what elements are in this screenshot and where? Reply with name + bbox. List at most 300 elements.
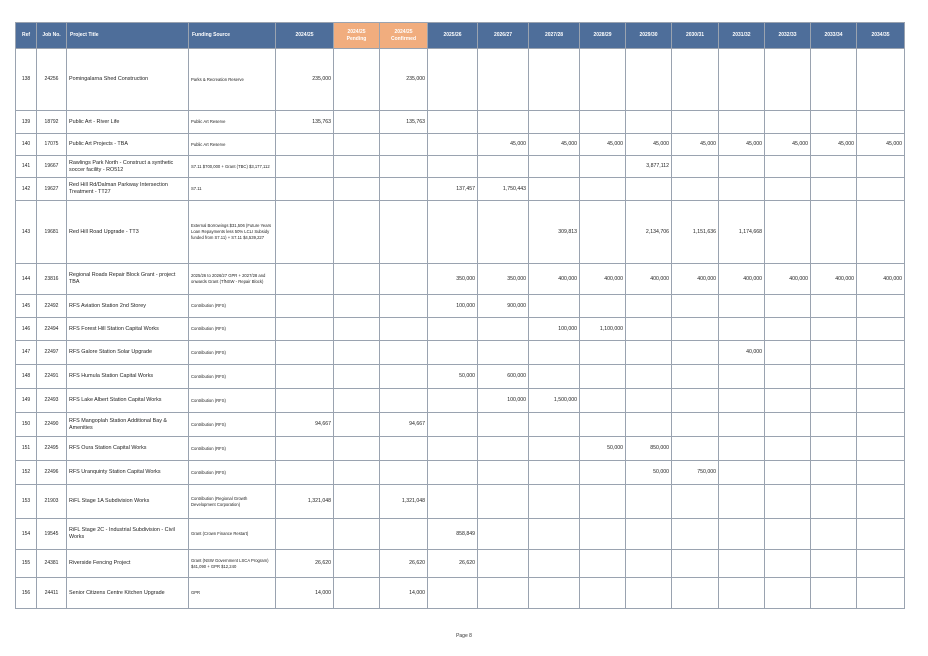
table-row: [16, 341, 905, 365]
cell-funding-source: Contribution (RFS): [189, 461, 276, 485]
cell-amount: [811, 156, 857, 178]
table-row: [16, 318, 905, 341]
table-row: [16, 437, 905, 461]
cell-amount: [626, 49, 672, 111]
cell-amount: [811, 461, 857, 485]
cell-amount: [765, 413, 811, 437]
cell-job-no: 22490: [37, 413, 67, 437]
cell-amount: [428, 389, 478, 413]
cell-amount: [811, 295, 857, 318]
cell-amount: [334, 111, 380, 134]
cell-amount: [334, 318, 380, 341]
cell-amount: [811, 111, 857, 134]
cell-amount: [719, 437, 765, 461]
cell-amount: 309,813: [529, 201, 580, 264]
cell-project-title: RFS Humula Station Capital Works: [67, 365, 189, 389]
cell-project-title: Rawlings Park North - Construct a synthetic soccer facility - RO512: [67, 156, 189, 178]
cell-job-no: 24256: [37, 49, 67, 111]
cell-amount: [580, 111, 626, 134]
cell-job-no: 22497: [37, 341, 67, 365]
cell-amount: [580, 413, 626, 437]
cell-amount: 400,000: [811, 264, 857, 295]
cell-amount: [672, 578, 719, 609]
cell-amount: 1,321,048: [276, 485, 334, 519]
col-header-2033-34: 2033/34: [811, 23, 857, 49]
cell-amount: [428, 111, 478, 134]
cell-funding-source: GPR: [189, 578, 276, 609]
cell-amount: 45,000: [811, 134, 857, 156]
cell-amount: [765, 578, 811, 609]
cell-amount: 1,321,048: [380, 485, 428, 519]
cell-amount: [857, 295, 905, 318]
cell-ref: 152: [16, 461, 37, 485]
table-row: [16, 156, 905, 178]
cell-project-title: Pomingalarna Shed Construction: [67, 49, 189, 111]
cell-amount: [765, 201, 811, 264]
col-header-2026-27: 2026/27: [478, 23, 529, 49]
cell-ref: 147: [16, 341, 37, 365]
cell-amount: [428, 49, 478, 111]
cell-amount: [857, 519, 905, 550]
cell-ref: 148: [16, 365, 37, 389]
cell-ref: 139: [16, 111, 37, 134]
cell-ref: 145: [16, 295, 37, 318]
cell-amount: [428, 318, 478, 341]
cell-amount: [765, 178, 811, 201]
cell-amount: [380, 318, 428, 341]
cell-ref: 156: [16, 578, 37, 609]
cell-amount: 1,100,000: [580, 318, 626, 341]
cell-amount: [428, 156, 478, 178]
cell-funding-source: Contribution (RFS): [189, 341, 276, 365]
cell-amount: 400,000: [719, 264, 765, 295]
cell-amount: 45,000: [529, 134, 580, 156]
table-row: [16, 49, 905, 111]
table-row: [16, 365, 905, 389]
cell-amount: [478, 111, 529, 134]
cell-amount: [719, 156, 765, 178]
cell-amount: [276, 178, 334, 201]
cell-amount: [811, 201, 857, 264]
cell-amount: [380, 519, 428, 550]
cell-amount: [580, 201, 626, 264]
cell-amount: [811, 550, 857, 578]
cell-amount: 45,000: [857, 134, 905, 156]
cell-amount: [857, 201, 905, 264]
cell-ref: 142: [16, 178, 37, 201]
cell-amount: 400,000: [626, 264, 672, 295]
cell-amount: [857, 341, 905, 365]
cell-amount: [765, 318, 811, 341]
cell-amount: [334, 485, 380, 519]
cell-amount: 50,000: [580, 437, 626, 461]
cell-ref: 143: [16, 201, 37, 264]
cell-amount: [380, 389, 428, 413]
cell-amount: [857, 365, 905, 389]
cell-amount: 45,000: [478, 134, 529, 156]
cell-amount: [811, 519, 857, 550]
cell-amount: [529, 550, 580, 578]
cell-funding-source: Public Art Reserve: [189, 134, 276, 156]
cell-amount: [672, 437, 719, 461]
cell-job-no: 19681: [37, 201, 67, 264]
cell-project-title: RFS Oura Station Capital Works: [67, 437, 189, 461]
cell-amount: [857, 49, 905, 111]
col-header-2032-33: 2032/33: [765, 23, 811, 49]
cell-amount: [334, 365, 380, 389]
cell-amount: [580, 461, 626, 485]
cell-funding-source: Contribution (RFS): [189, 365, 276, 389]
cell-amount: 350,000: [478, 264, 529, 295]
cell-amount: [380, 295, 428, 318]
cell-amount: 45,000: [672, 134, 719, 156]
cell-amount: 26,620: [276, 550, 334, 578]
cell-amount: [719, 178, 765, 201]
cell-ref: 153: [16, 485, 37, 519]
cell-ref: 144: [16, 264, 37, 295]
cell-amount: [478, 341, 529, 365]
cell-amount: 750,000: [672, 461, 719, 485]
cell-ref: 141: [16, 156, 37, 178]
cell-amount: [626, 318, 672, 341]
cell-amount: 1,750,443: [478, 178, 529, 201]
cell-job-no: 24381: [37, 550, 67, 578]
cell-amount: [719, 111, 765, 134]
cell-project-title: Regional Roads Repair Block Grant - project TBA: [67, 264, 189, 295]
col-header-2029-30: 2029/30: [626, 23, 672, 49]
cell-amount: [529, 413, 580, 437]
cell-amount: 26,620: [380, 550, 428, 578]
cell-amount: 45,000: [626, 134, 672, 156]
cell-amount: [857, 389, 905, 413]
cell-ref: 140: [16, 134, 37, 156]
cell-amount: [529, 461, 580, 485]
cell-amount: [580, 485, 626, 519]
cell-amount: [811, 485, 857, 519]
cell-amount: [765, 461, 811, 485]
cell-amount: 14,000: [380, 578, 428, 609]
page-number: Page 8: [456, 633, 472, 639]
cell-amount: 400,000: [580, 264, 626, 295]
cell-amount: [719, 389, 765, 413]
cell-amount: [765, 295, 811, 318]
cell-amount: [478, 156, 529, 178]
cell-amount: [857, 178, 905, 201]
cell-amount: [428, 461, 478, 485]
cell-project-title: Riverside Fencing Project: [67, 550, 189, 578]
cell-amount: [529, 178, 580, 201]
table-row: [16, 134, 905, 156]
table-row: [16, 461, 905, 485]
cell-ref: 150: [16, 413, 37, 437]
cell-amount: [672, 156, 719, 178]
col-header-2030-31: 2030/31: [672, 23, 719, 49]
cell-job-no: 22491: [37, 365, 67, 389]
cell-funding-source: Public Art Reserve: [189, 111, 276, 134]
cell-funding-source: S7.11: [189, 178, 276, 201]
cell-amount: [672, 111, 719, 134]
cell-amount: 850,000: [626, 437, 672, 461]
cell-ref: 155: [16, 550, 37, 578]
cell-amount: [529, 485, 580, 519]
cell-amount: [428, 437, 478, 461]
cell-amount: [334, 550, 380, 578]
cell-funding-source: Contribution (RFS): [189, 437, 276, 461]
cell-amount: [334, 264, 380, 295]
table-row: [16, 178, 905, 201]
cell-amount: [529, 519, 580, 550]
cell-amount: [765, 519, 811, 550]
table-row: [16, 295, 905, 318]
cell-amount: [719, 485, 765, 519]
cell-project-title: RFS Forest Hill Station Capital Works: [67, 318, 189, 341]
cell-amount: 400,000: [672, 264, 719, 295]
cell-ref: 151: [16, 437, 37, 461]
cell-amount: [529, 156, 580, 178]
cell-amount: [811, 389, 857, 413]
cell-amount: 14,000: [276, 578, 334, 609]
cell-job-no: 22494: [37, 318, 67, 341]
cell-amount: [428, 341, 478, 365]
cell-amount: 3,877,112: [626, 156, 672, 178]
cell-amount: [478, 49, 529, 111]
cell-amount: [626, 550, 672, 578]
cell-amount: [276, 437, 334, 461]
col-header-2034-35: 2034/35: [857, 23, 905, 49]
cell-amount: [334, 389, 380, 413]
cell-amount: [580, 156, 626, 178]
cell-project-title: Red Hill Road Upgrade - TT3: [67, 201, 189, 264]
cell-funding-source: S7.11 $700,000 + Grant (TBC) $3,177,112: [189, 156, 276, 178]
cell-amount: [478, 519, 529, 550]
cell-project-title: Public Art Projects - TBA: [67, 134, 189, 156]
cell-amount: [334, 519, 380, 550]
cell-project-title: Public Art - River Life: [67, 111, 189, 134]
cell-amount: [719, 318, 765, 341]
cell-amount: [334, 413, 380, 437]
cell-amount: [857, 550, 905, 578]
cell-job-no: 22496: [37, 461, 67, 485]
cell-amount: 600,000: [478, 365, 529, 389]
cell-amount: [719, 550, 765, 578]
cell-amount: [672, 485, 719, 519]
cell-amount: [478, 437, 529, 461]
cell-amount: [626, 365, 672, 389]
cell-amount: [380, 178, 428, 201]
cell-project-title: RFS Lake Albert Station Capital Works: [67, 389, 189, 413]
cell-amount: [626, 389, 672, 413]
cell-amount: [811, 413, 857, 437]
cell-amount: [857, 578, 905, 609]
cell-amount: [719, 49, 765, 111]
cell-amount: [334, 178, 380, 201]
cell-amount: [626, 485, 672, 519]
cell-amount: [626, 111, 672, 134]
cell-amount: 400,000: [765, 264, 811, 295]
cell-amount: [672, 413, 719, 437]
table-row: [16, 550, 905, 578]
cell-amount: [626, 295, 672, 318]
cell-amount: 858,849: [428, 519, 478, 550]
cell-amount: [276, 264, 334, 295]
cell-project-title: RiFL Stage 2C - Industrial Subdivision - Civil Works: [67, 519, 189, 550]
cell-amount: [857, 156, 905, 178]
col-header-2031-32: 2031/32: [719, 23, 765, 49]
cell-job-no: 17075: [37, 134, 67, 156]
cell-amount: [672, 178, 719, 201]
cell-amount: [811, 178, 857, 201]
cell-amount: [478, 318, 529, 341]
cell-project-title: RFS Uranquinty Station Capital Works: [67, 461, 189, 485]
cell-amount: [428, 134, 478, 156]
col-header-funding-source: Funding Source: [189, 23, 276, 49]
cell-amount: 1,500,000: [529, 389, 580, 413]
cell-amount: 100,000: [428, 295, 478, 318]
cell-funding-source: Contribution (RFS): [189, 318, 276, 341]
cell-amount: 94,667: [380, 413, 428, 437]
cell-project-title: Red Hill Rd/Dalman Parkway Intersection Treatment - TT27: [67, 178, 189, 201]
cell-amount: 2,134,706: [626, 201, 672, 264]
cell-amount: 135,763: [276, 111, 334, 134]
table-row: [16, 264, 905, 295]
col-header-2027-28: 2027/28: [529, 23, 580, 49]
cell-amount: [478, 550, 529, 578]
cell-amount: [672, 550, 719, 578]
cell-job-no: 22492: [37, 295, 67, 318]
cell-ref: 154: [16, 519, 37, 550]
cell-amount: [672, 318, 719, 341]
cell-job-no: 21903: [37, 485, 67, 519]
cell-amount: 235,000: [380, 49, 428, 111]
cell-amount: [334, 201, 380, 264]
cell-job-no: 19545: [37, 519, 67, 550]
cell-amount: 50,000: [428, 365, 478, 389]
cell-amount: 50,000: [626, 461, 672, 485]
cell-amount: [529, 365, 580, 389]
cell-amount: [811, 49, 857, 111]
cell-amount: 45,000: [719, 134, 765, 156]
cell-amount: [380, 437, 428, 461]
cell-amount: [857, 461, 905, 485]
cell-amount: [672, 341, 719, 365]
cell-amount: [428, 485, 478, 519]
cell-amount: [276, 519, 334, 550]
cell-amount: [276, 341, 334, 365]
table-row: [16, 519, 905, 550]
cell-amount: [380, 365, 428, 389]
cell-amount: [580, 365, 626, 389]
cell-ref: 149: [16, 389, 37, 413]
cell-funding-source: Contribution (RFS): [189, 389, 276, 413]
cell-amount: [672, 295, 719, 318]
cell-amount: [380, 156, 428, 178]
cell-amount: [529, 295, 580, 318]
cell-amount: [334, 156, 380, 178]
cell-job-no: 18792: [37, 111, 67, 134]
cell-amount: [380, 264, 428, 295]
cell-amount: [765, 111, 811, 134]
cell-amount: [529, 49, 580, 111]
cell-amount: [478, 485, 529, 519]
cell-amount: 40,000: [719, 341, 765, 365]
cell-amount: 135,763: [380, 111, 428, 134]
table-row: [16, 389, 905, 413]
cell-amount: [626, 519, 672, 550]
cell-amount: 1,174,668: [719, 201, 765, 264]
cell-amount: 26,620: [428, 550, 478, 578]
cell-amount: [380, 461, 428, 485]
cell-amount: [334, 49, 380, 111]
cell-job-no: 24411: [37, 578, 67, 609]
cell-amount: [626, 178, 672, 201]
cell-amount: [478, 461, 529, 485]
cell-amount: [580, 295, 626, 318]
cell-job-no: 19667: [37, 156, 67, 178]
cell-amount: [626, 413, 672, 437]
cell-funding-source: Contribution (Regional Growth Development Corporation): [189, 485, 276, 519]
cell-amount: [428, 578, 478, 609]
cell-amount: 900,000: [478, 295, 529, 318]
cell-ref: 146: [16, 318, 37, 341]
cell-job-no: 23816: [37, 264, 67, 295]
col-header-2024-25: 2024/25: [276, 23, 334, 49]
cell-amount: [276, 318, 334, 341]
cell-amount: [672, 519, 719, 550]
cell-amount: [719, 365, 765, 389]
cell-amount: [380, 201, 428, 264]
cell-amount: [580, 578, 626, 609]
table-row: [16, 201, 905, 264]
cell-amount: [276, 365, 334, 389]
cell-amount: [765, 156, 811, 178]
cell-amount: [580, 550, 626, 578]
cell-amount: [765, 49, 811, 111]
cell-amount: [811, 365, 857, 389]
cell-amount: [765, 389, 811, 413]
cell-amount: [580, 519, 626, 550]
cell-amount: 100,000: [478, 389, 529, 413]
cell-project-title: RiFL Stage 1A Subdivision Works: [67, 485, 189, 519]
cell-amount: [276, 389, 334, 413]
cell-amount: [765, 485, 811, 519]
cell-amount: [580, 178, 626, 201]
cell-job-no: 22493: [37, 389, 67, 413]
col-header-job-no: Job No.: [37, 23, 67, 49]
cell-amount: 137,457: [428, 178, 478, 201]
cell-amount: [765, 550, 811, 578]
cell-amount: [765, 437, 811, 461]
cell-project-title: RFS Aviation Station 2nd Storey: [67, 295, 189, 318]
cell-amount: [719, 413, 765, 437]
cell-amount: [857, 437, 905, 461]
cell-funding-source: Parks & Recreation Reserve: [189, 49, 276, 111]
cell-amount: [672, 49, 719, 111]
cell-amount: [334, 295, 380, 318]
cell-funding-source: Grant (NSW Government LSCA Program) $41,090 + GPR $12,240: [189, 550, 276, 578]
cell-amount: 400,000: [529, 264, 580, 295]
cell-amount: [719, 461, 765, 485]
cell-amount: [857, 485, 905, 519]
cell-amount: [478, 413, 529, 437]
cell-amount: [529, 341, 580, 365]
cell-amount: [672, 365, 719, 389]
cell-job-no: 22495: [37, 437, 67, 461]
cell-amount: [334, 461, 380, 485]
cell-amount: [857, 413, 905, 437]
cell-funding-source: External Borrowings $31,506 (Future Years Loan Repayments less 50% LCLI Subsidy funded from S7.11) + S7.11 $4,539,227: [189, 201, 276, 264]
table-row: [16, 111, 905, 134]
cell-amount: [276, 461, 334, 485]
